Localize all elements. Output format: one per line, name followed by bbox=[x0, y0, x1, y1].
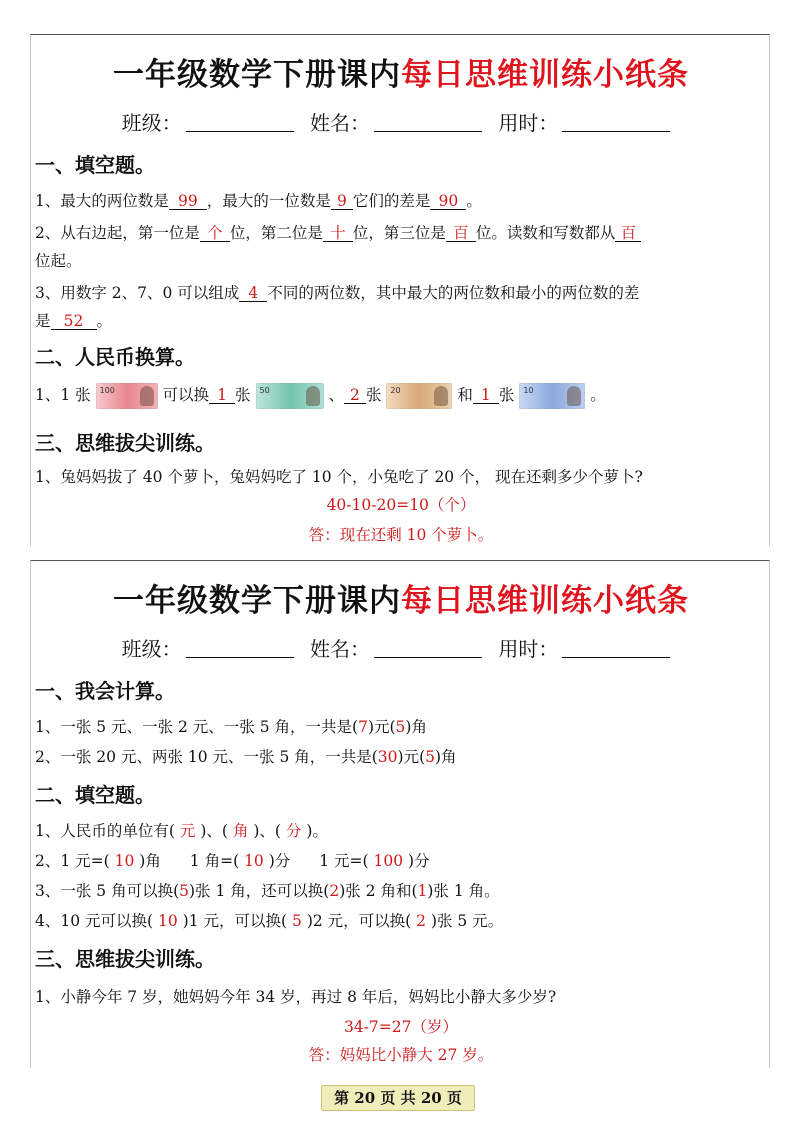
question-line: 1、人民币的单位有( 元 )、( 角 )、( 分 )。 bbox=[35, 822, 328, 840]
section-heading: 二、人民币换算。 bbox=[35, 345, 195, 369]
question-line: 3、一张 5 角可以换(5)张 1 角，还可以换(2)张 2 角和(1)张 1 角。 bbox=[35, 882, 500, 900]
question-line: 2、一张 20 元、两张 10 元、一张 5 角，一共是(30)元(5)角 bbox=[35, 748, 457, 766]
word-problem: 1、小静今年 7 岁，她妈妈今年 34 岁，再过 8 年后，妈妈比小静大多少岁? bbox=[35, 988, 557, 1006]
question-line: 位起。 bbox=[35, 252, 82, 270]
question-line: 2、从右边起，第一位是 个 位，第二位是 十 位，第三位是 百 位。读数和写数都从 百 bbox=[35, 221, 641, 243]
worksheet-card-1 bbox=[30, 34, 770, 546]
question-line: 2、1 元=( 10 )角 1 角=( 10 )分 1 元=( 100 )分 bbox=[35, 852, 430, 870]
section-heading: 三、思维拔尖训练。 bbox=[35, 431, 215, 455]
money-question-line: 1、1 张 100 可以换 1 张 50 、 2 张 20 和 1 张 10 。 bbox=[35, 383, 606, 409]
section-heading: 三、思维拔尖训练。 bbox=[35, 947, 215, 971]
class-blank[interactable] bbox=[186, 656, 294, 658]
question-line: 1、一张 5 元、一张 2 元、一张 5 角，一共是(7)元(5)角 bbox=[35, 718, 427, 736]
question-line: 1、最大的两位数是 99 ，最大的一位数是 9 它们的差是 90 。 bbox=[35, 192, 482, 210]
card-title: 一年级数学下册课内每日思维训练小纸条 bbox=[113, 583, 689, 619]
banknote-10-image: 10 bbox=[519, 383, 585, 409]
student-info-row: 班级： 姓名： 用时： bbox=[31, 633, 771, 662]
solution-answer: 答：现在还剩 10 个萝卜。 bbox=[308, 526, 494, 544]
question-line: 3、用数字 2、7、0 可以组成 4 不同的两位数，其中最大的两位数和最小的两位数的差 bbox=[35, 284, 640, 302]
page-number-footer: 第 20 页 共 20 页 bbox=[321, 1085, 475, 1111]
class-blank[interactable] bbox=[186, 130, 294, 132]
solution-equation: 34-7=27（岁） bbox=[343, 1018, 459, 1036]
banknote-20-image: 20 bbox=[386, 383, 452, 409]
name-blank[interactable] bbox=[374, 130, 482, 132]
name-blank[interactable] bbox=[374, 656, 482, 658]
worksheet-card-2 bbox=[30, 560, 770, 1068]
time-blank[interactable] bbox=[562, 130, 670, 132]
banknote-50-image: 50 bbox=[256, 383, 324, 409]
question-line: 是 52 。 bbox=[35, 312, 113, 330]
solution-equation: 40-10-20=10（个） bbox=[326, 496, 476, 514]
section-heading: 一、我会计算。 bbox=[35, 679, 175, 703]
student-info-row: 班级： 姓名： 用时： bbox=[31, 107, 771, 136]
question-line: 4、10 元可以换( 10 )1 元，可以换( 5 )2 元，可以换( 2 )张 5 元。 bbox=[35, 912, 504, 930]
banknote-100-image: 100 bbox=[96, 383, 158, 409]
section-heading: 二、填空题。 bbox=[35, 783, 155, 807]
time-blank[interactable] bbox=[562, 656, 670, 658]
section-heading: 一、填空题。 bbox=[35, 153, 155, 177]
card-title: 一年级数学下册课内每日思维训练小纸条 bbox=[113, 57, 689, 93]
solution-answer: 答：妈妈比小静大 27 岁。 bbox=[308, 1046, 494, 1064]
word-problem: 1、兔妈妈拔了 40 个萝卜，兔妈妈吃了 10 个，小兔吃了 20 个， 现在还剩多少个萝卜? bbox=[35, 468, 643, 486]
